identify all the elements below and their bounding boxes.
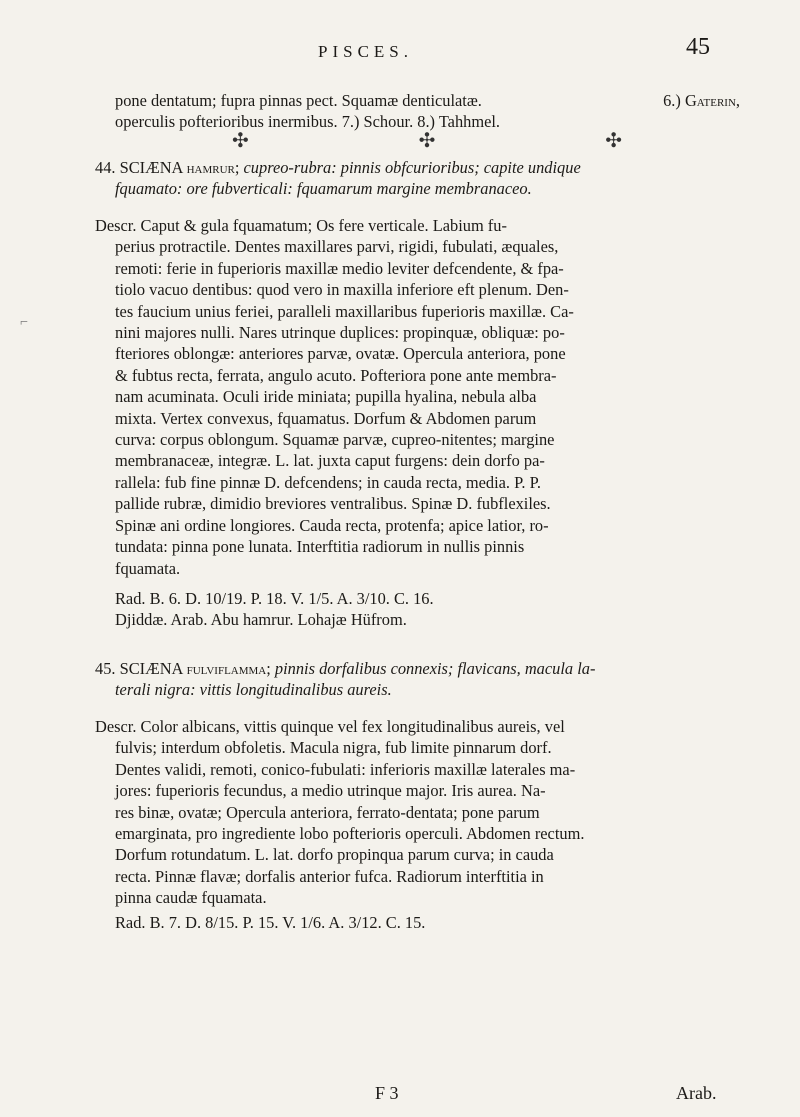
genus-name: SCIÆNA: [119, 659, 183, 678]
descr-line: pinna caudæ fquamata.: [115, 888, 267, 908]
diagnosis-line-1: cupreo-rubra: pinnis obfcurioribus; capite undique: [243, 158, 581, 177]
continuation-line-2: operculis pofterioribus inermibus. 7.) Schour. 8.) Tahhmel.: [115, 112, 501, 132]
descr-line: mixta. Vertex convexus, fquamatus. Dorfum & Abdomen parum: [115, 408, 537, 428]
diagnosis-line-1: pinnis dorfalibus connexis; flavicans, macula la-: [274, 659, 596, 678]
diagnosis-line-2: terali nigra: vittis longitudinalibus aureis.: [115, 680, 392, 700]
species-44-description: [95, 215, 740, 579]
margin-mark: ⌐: [20, 315, 28, 330]
catchword: Arab.: [676, 1083, 717, 1103]
vernacular-names: Djiddæ. Arab. Abu hamrur. Lohajæ Hüfrom.: [115, 610, 407, 630]
descr-line: membranaceæ, integræ. L. lat. juxta caput furgens: dein dorfo pa-: [115, 451, 545, 471]
descr-line: Spinæ ani ordine longiores. Cauda recta, protenfa; apice latior, ro-: [115, 515, 549, 535]
descr-line: fteriores oblongæ: anteriores parvæ, ovatæ. Opercula anteriora, pone: [115, 344, 566, 364]
species-number: 44.: [95, 158, 116, 177]
descr-line: perius protractile. Dentes maxillares parvi, rigidi, fubulati, æquales,: [115, 237, 559, 257]
descr-line: fquamata.: [115, 558, 181, 578]
descr-line: nini majores nulli. Nares utrinque duplices: propinquæ, obliquæ: po-: [115, 323, 565, 343]
genus-name: SCIÆNA: [119, 158, 183, 177]
section-ornament: [232, 128, 622, 153]
descr-line: pallide rubræ, dimidio breviores ventralibus. Spinæ D. fubflexiles.: [115, 494, 551, 514]
descr-line: jores: fuperioris fecundus, a medio utrinque major. Iris aurea. Na-: [115, 781, 546, 801]
species-44-heading: [95, 157, 740, 200]
descr-line: recta. Pinnæ flavæ; dorfalis anterior fufca. Radiorum interftitia in: [115, 866, 544, 886]
trivial-name: fulviflamma;: [186, 659, 271, 678]
descr-line: fulvis; interdum obfoletis. Macula nigra, fub limite pinnarum dorf.: [115, 738, 552, 758]
diagnosis-line-2: fquamato: ore fubverticali: fquamarum margine membranaceo.: [115, 179, 532, 199]
fin-ray-formula: Rad. B. 6. D. 10/19. P. 18. V. 1/5. A. 3/10. C. 16.: [115, 589, 434, 608]
species-45-description: [95, 716, 740, 909]
descr-line: & fubtus recta, ferrata, angulo acuto. Pofteriora pone ante membra-: [115, 365, 557, 385]
descr-line: res binæ, ovatæ; Opercula anteriora, ferrato-dentata; pone parum: [115, 802, 540, 822]
descr-line: emarginata, pro ingrediente lobo pofterioris operculi. Abdomen rectum.: [115, 824, 585, 844]
fin-ray-formula: Rad. B. 7. D. 8/15. P. 15. V. 1/6. A. 3/12. C. 15.: [115, 913, 426, 932]
descr-line: Dentes validi, remoti, conico-fubulati: inferioris maxillæ laterales ma-: [115, 759, 576, 779]
page-number: 45: [686, 34, 710, 60]
running-head: [0, 28, 800, 68]
running-title: PISCES.: [318, 42, 413, 61]
species-45-rays: [95, 912, 740, 933]
continuation-line-1-right: 6.) Gaterin,: [663, 91, 740, 110]
species-45-heading: [95, 658, 740, 701]
ornament-star-icon: ✣: [418, 130, 436, 152]
descr-line: Dorfum rotundatum. L. lat. dorfo propinqua parum curva; in cauda: [115, 845, 554, 865]
descr-line: nam acuminata. Oculi iride miniata; pupilla hyalina, nebula alba: [115, 387, 537, 407]
descr-line: tiolo vacuo dentibus: quod vero in maxilla inferiore eft plenum. Den-: [115, 280, 569, 300]
species-44-rays: [95, 588, 740, 631]
descr-line: remoti: ferie in fuperioris maxillæ medio leviter defcendente, & fpa-: [115, 258, 564, 278]
ornament-star-icon: ✣: [232, 130, 249, 152]
trivial-name: hamrur;: [186, 158, 240, 177]
descr-line: curva: corpus oblongum. Squamæ parvæ, cupreo-nitentes; margine: [115, 430, 555, 450]
continuation-text: [95, 90, 740, 133]
descr-line: tes faucium unius feriei, paralleli maxillaribus fuperioris maxillæ. Ca-: [115, 301, 574, 321]
descr-line: Descr. Caput & gula fquamatum; Os fere verticale. Labium fu-: [95, 216, 507, 235]
signature-mark: F 3: [375, 1083, 399, 1103]
continuation-line-1: pone dentatum; fupra pinnas pect. Squamæ denticulatæ.: [115, 91, 482, 110]
species-number: 45.: [95, 659, 116, 678]
ornament-star-icon: ✣: [605, 130, 622, 152]
descr-line: tundata: pinna pone lunata. Interftitia radiorum in nullis pinnis: [115, 537, 525, 557]
descr-line: rallela: fub fine pinnæ D. defcendens; in cauda recta, media. P. P.: [115, 472, 542, 492]
descr-line: Descr. Color albicans, vittis quinque vel fex longitudinalibus aureis, vel: [95, 717, 565, 736]
